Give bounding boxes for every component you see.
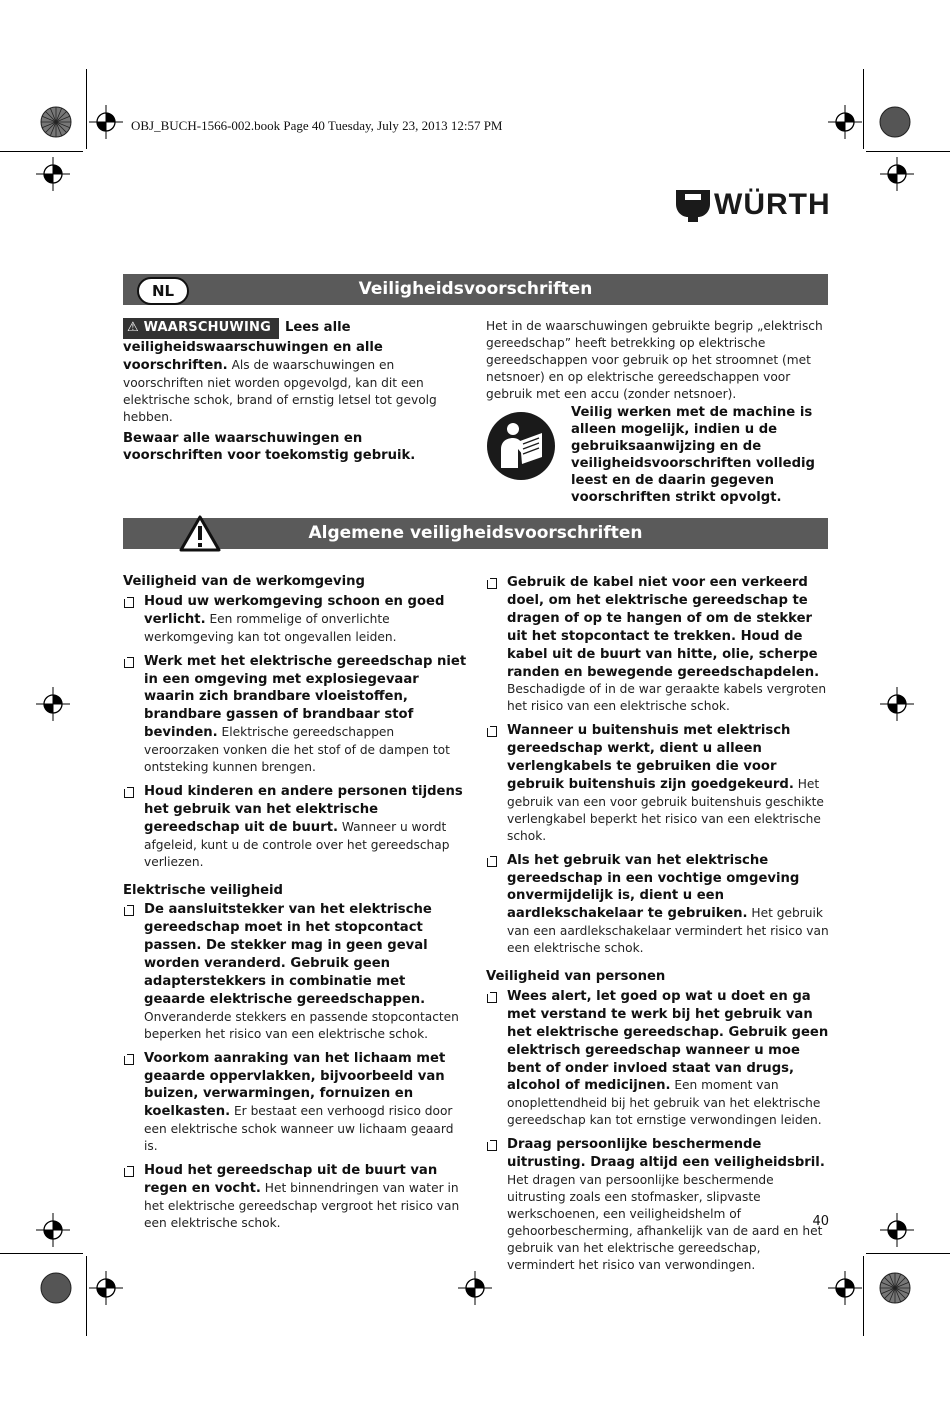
list-item: Als het gebruik van het elektrische gereedschap in een vochtige omgeving onvermijdelijk is, dient u een aardlekschakelaar te gebruiken. Het gebruik van een aardlekschakelaar vermindert het risico van een elektrische schok. (486, 852, 830, 957)
brand-name: WÜRTH (714, 188, 831, 221)
list-item: Draag persoonlijke beschermende uitrusting. Draag altijd een veiligheidsbril. Het dragen van persoonlijke beschermende uitrusting zoals een stofmasker, slipvaste werkschoenen, een veiligheidshelm of gehoorbescherming, afhankelijk van de aard en het gebruik van het elektrische gereedschap, vermindert het risico van verwondingen. (486, 1136, 830, 1273)
list-item: De aansluitstekker van het elektrische gereedschap moet in het stopcontact passen. De stekker mag in geen geval worden veranderd. Gebruik geen adapterstekkers in combinatie met geaarde elektrische gereedschappen. Onveranderde stekkers en passende stopcontacten beperken het risico van een elektrische schok. (123, 901, 467, 1042)
wurth-logo-icon (676, 190, 710, 222)
checkbox-bullet-icon (124, 597, 134, 608)
read-manual-icon (486, 411, 556, 481)
section-bar-algemeen (123, 518, 828, 549)
list-item: Werk met het elektrische gereedschap niet in een omgeving met explosiegevaar waarin zich brandbare vloeistoffen, brandbare gassen of brandbaar stof bevinden. Elektrische gereedschappen veroorzaken vonken die het stof of de dampen tot ontsteking kunnen brengen. (123, 653, 467, 776)
checkbox-bullet-icon (487, 578, 497, 589)
list-item: Houd het gereedschap uit de buurt van regen en vocht. Het binnendringen van water in het elektrische gereedschap vergroot het risico van een elektrische schok. (123, 1162, 467, 1232)
print-header: OBJ_BUCH-1566-002.book Page 40 Tuesday, July 23, 2013 12:57 PM (131, 118, 503, 133)
checkbox-bullet-icon (124, 1166, 134, 1177)
section-bar-veiligheid (123, 274, 828, 305)
section2-right-column (486, 574, 830, 1273)
list-item: Houd kinderen en andere personen tijdens het gebruik van het elektrische gereedschap uit de buurt. Wanneer u wordt afgeleid, kunt u de controle over het gereedschap verliezen. (123, 783, 467, 871)
checkbox-bullet-icon (487, 856, 497, 867)
checkbox-bullet-icon (124, 1054, 134, 1065)
list-item: Wees alert, let goed op wat u doet en ga met verstand te werk bij het gebruik van het elektrische gereedschap. Gebruik geen elektrisch gereedschap wanneer u moe bent of onder invloed staat van drugs, alcohol of medicijnen. Een moment van onoplettendheid bij het gebruik van het elektrische gereedschap kan tot ernstige verwondingen leiden. (486, 988, 830, 1129)
list-item: Houd uw werkomgeving schoon en goed verlicht. Een rommelige of onverlichte werkomgeving kan tot ongevallen leiden. (123, 593, 467, 646)
manual-note (571, 405, 833, 506)
keep-instructions: Bewaar alle waarschuwingen en voorschriften voor toekomstig gebruik. (123, 431, 416, 464)
warning-heading: Lees alle veiligheidswaarschuwingen en alle voorschriften. (123, 320, 383, 373)
manual-note-text: Veilig werken met de machine is alleen mogelijk, indien u de gebruiksaanwijzing en de veiligheidsvoorschriften volledig leest en de daarin gegeven voorschriften strikt opvolgt. (571, 405, 815, 505)
page-number: 40 (812, 1214, 829, 1229)
subheading: Elektrische veiligheid (123, 882, 283, 898)
warning-badge: ⚠ WAARSCHUWING (123, 318, 279, 339)
checkbox-bullet-icon (487, 726, 497, 737)
definition-text: Het in de waarschuwingen gebruikte begrip „elektrisch gereedschap” heeft betrekking op elektrische gereedschappen voor gebruik op het stroomnet (met netsnoer) en op elektrische gereedschappen voor gebruik met een accu (zonder netsnoer). (486, 319, 823, 401)
warning-text: Als de waarschuwingen en voorschriften niet worden opgevolgd, kan dit een elektrische schok, brand of ernstig letsel tot gevolg hebben. (123, 357, 437, 424)
subheading: Veiligheid van personen (486, 969, 666, 985)
section-title: Algemene veiligheidsvoorschriften (308, 523, 643, 543)
section1-left-column (123, 318, 466, 465)
list-item: Voorkom aanraking van het lichaam met geaarde oppervlakken, bijvoorbeeld van buizen, verwarmingen, fornuizen en koelkasten. Er bestaat een verhoogd risico door een elektrische schok wanneer uw lichaam geaard is. (123, 1050, 467, 1155)
checkbox-bullet-icon (124, 905, 134, 916)
section1-right-column (486, 318, 828, 403)
subheading: Veiligheid van de werkomgeving (123, 574, 365, 589)
checkbox-bullet-icon (124, 657, 134, 668)
list-item: Gebruik de kabel niet voor een verkeerd doel, om het elektrische gereedschap te dragen of op te hangen of om de stekker uit het stopcontact te trekken. Houd de kabel uit de buurt van hitte, olie, scherpe randen en bewegende gereedschapdelen. Beschadigde of in de war geraakte kabels vergroten het risico van een elektrische schok. (486, 574, 830, 715)
section-title: Veiligheidsvoorschriften (358, 279, 593, 299)
list-item: Wanneer u buitenshuis met elektrisch gereedschap werkt, dient u alleen verlengkabels te gebruiken die voor gebruik buitenshuis zijn goedgekeurd. Het gebruik van een voor gebruik buitenshuis geschikte verlengkabel beperkt het risico van een elektrische schok. (486, 722, 830, 844)
checkbox-bullet-icon (487, 992, 497, 1003)
checkbox-bullet-icon (124, 787, 134, 798)
section2-left-column (123, 574, 467, 1232)
language-badge: NL (137, 277, 189, 305)
checkbox-bullet-icon (487, 1140, 497, 1151)
